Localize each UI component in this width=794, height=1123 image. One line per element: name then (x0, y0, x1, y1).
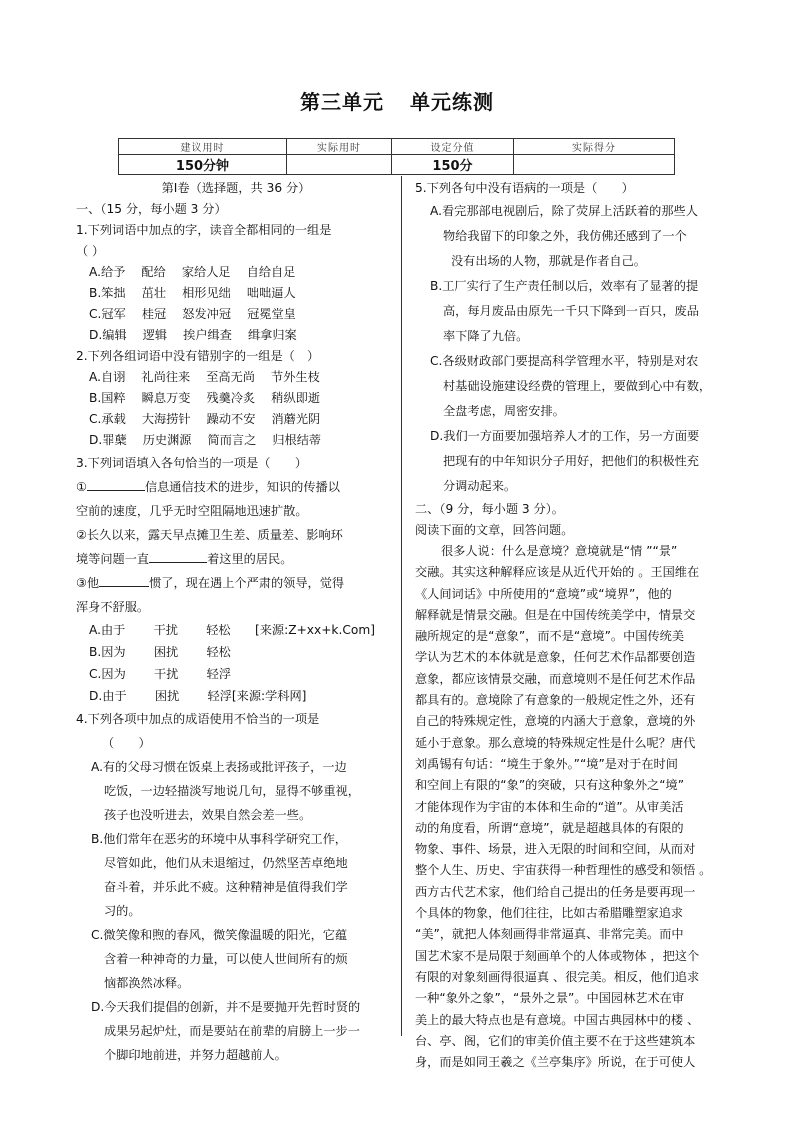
right-column (415, 178, 727, 1073)
passage-line: 才能体现作为宇宙的本体和生命的“道”。从审美活 (415, 799, 684, 814)
q3-blank-3[interactable] (99, 574, 149, 587)
q3-stem: 3.下列词语填入各句恰当的一项是（ ） (76, 456, 308, 470)
header-actual-score: 实际得分 (514, 139, 675, 155)
passage-line: 物象、事件、场景，进入无限的时间和空间，从而对 (415, 842, 696, 857)
q2-option-d[interactable]: D.罪蘖 历史渊源 简而言之 归根结蒂 (89, 433, 322, 447)
q3-sentence-1-cont: 空前的速度，几乎无时空阻隔地迅速扩散。 (76, 504, 308, 518)
passage-line: 和空间上有限的“象”的突破，只有这种象外之“境” (415, 778, 685, 793)
q5-option-c[interactable]: C.各级财政部门要提高科学管理水平，特别是对农 村基础设施建设经费的管理上，要做到心中有数， 全盘考虑，周密安排。 (430, 354, 712, 418)
passage-line: 一种“象外之象”，“景外之景”。中国园林艺术在审 (415, 991, 685, 1006)
header-set-score: 设定分值 (392, 139, 514, 155)
q4-option-d[interactable]: D.今天我们提倡的创新，并不是要抛开先哲时贤的 成果另起炉灶，而是要站在前辈的肩膀上一步一 个脚印地前进，并努力超越前人。 (91, 1000, 361, 1062)
passage-line: 自己的特殊规定性，意境的内涵大于意象，意境的外 (415, 714, 696, 729)
q5-option-d[interactable]: D.我们一方面要加强培养人才的工作，另一方面要 把现有的中年知识分子用好，把他们的积极性充 分调动起来。 (430, 429, 700, 493)
q2-option-b[interactable]: B.国粹 瞬息万变 残羹冷炙 稍纵即逝 (89, 391, 321, 405)
header-actual-time: 实际用时 (287, 139, 392, 155)
reading-passage (415, 541, 727, 1073)
q1-stem: 1.下列词语中加点的字，读音全都相同的一组是 (76, 223, 332, 237)
value-set-score: 150分 (392, 155, 514, 175)
q1-option-a[interactable]: A.给予 配给 家给人足 自给自足 (89, 265, 296, 279)
passage-line: 动的角度看，所谓“意境”，就是超越具体的有限的 (415, 820, 684, 835)
q3-blank-1[interactable] (87, 478, 145, 491)
page-title (0, 86, 794, 115)
q4-stem: 4.下列各项中加点的成语使用不恰当的一项是 (76, 712, 320, 726)
question-3 (76, 451, 396, 707)
q3-option-d[interactable]: D.由于 困扰 轻浮[来源:学科网] (89, 689, 307, 703)
q4-option-c[interactable]: C.微笑像和煦的春风，微笑像温暖的阳光，它蕴 含着一种神奇的力量，可以使人世间所有的烦 恼都涣然冰释。 (91, 928, 348, 990)
title-unit: 第三单元 (300, 90, 384, 114)
q5-stem: 5.下列各句中没有语病的一项是（ ） (415, 181, 634, 195)
q1-option-d[interactable]: D.编辑 逻辑 挨户缉查 缉拿归案 (89, 328, 297, 342)
passage-line: 有限的对象刻画得很逼真 、很完美。相反，他们追求 (415, 969, 700, 984)
passage-line: 意象，都应该情景交融，而意境则不是任何艺术作品 (415, 671, 696, 686)
q3-sentence-2-cont: 境等问题一直 着这里的居民。 (76, 552, 293, 566)
passage-line: “美”，就把人体刻画得非常逼真、非常完美。而中 (415, 927, 684, 942)
value-actual-time[interactable] (287, 155, 392, 175)
q1-paren: （ ） (76, 244, 105, 258)
question-2 (76, 346, 396, 451)
passage-line: 美上的最大特点也是有意境。中国古典园林中的楼 、 (415, 1012, 700, 1027)
column-divider (401, 176, 402, 1036)
reading-intro: 阅读下面的文章，回答问题。 (415, 523, 574, 537)
passage-line: 解释就是情景交融。但是在中国传统美学中，情景交 (415, 607, 696, 622)
q5-option-b[interactable]: B.工厂实行了生产责任制以后，效率有了显著的提 高，每月废品由原先一千只下降到一百只，废品 率下降了九倍。 (430, 279, 699, 343)
q3-sentence-3: ③他 惯了，现在遇上个严肃的领导，觉得 (76, 576, 345, 590)
q3-sentence-2: ②长久以来，露天早点摊卫生差、质量差、影响环 (76, 528, 343, 542)
passage-line: 整个人生、历史、宇宙获得一种哲理性的感受和领悟 。 (415, 863, 712, 878)
title-test: 单元练测 (410, 90, 494, 114)
q3-option-b[interactable]: B.因为 困扰 轻松 (89, 645, 231, 659)
passage-line: 《人间词话》中所使用的“意境”或“境界”，他的 (415, 586, 672, 601)
passage-line: 刘禹锡有句话：“境生于象外。”“境”是对于在时间 (415, 756, 678, 771)
passage-line: 学认为艺术的本体就是意象，任何艺术作品都要创造 (415, 650, 696, 665)
header-suggested-time: 建议用时 (119, 139, 287, 155)
left-column (76, 178, 396, 1067)
part1-header: 一、（15 分，每小题 3 分） (76, 202, 227, 216)
part2-header: 二、（9 分，每小题 3 分）。 (415, 502, 564, 516)
q1-option-b[interactable]: B.笨拙 茁壮 相形见绌 咄咄逼人 (89, 286, 296, 300)
passage-line: 延小于意象。那么意境的特殊规定性是什么呢？唐代 (415, 735, 696, 750)
q2-stem: 2.下列各组词语中没有错别字的一组是（ ） (76, 349, 320, 363)
value-suggested-time: 150分钟 (119, 155, 287, 175)
q5-option-a[interactable]: A.看完那部电视剧后，除了荧屏上活跃着的那些人 物给我留下的印象之外，我仿佛还感到了一个 没有出场的人物，那就是作者自己。 (430, 204, 698, 268)
q4-option-a[interactable]: A.有的父母习惯在饭桌上表扬或批评孩子，一边 吃饭，一边轻描淡写地说几句，显得不够重视， 孩子也没听进去，效果自然会差一些。 (91, 760, 360, 822)
question-1 (76, 220, 396, 346)
question-5 (415, 178, 727, 499)
passage-line: 国艺术家不是局限于刻画单个的人体或物体 ，把这个 (415, 948, 700, 963)
value-actual-score[interactable] (514, 155, 675, 175)
q2-option-a[interactable]: A.自诩 礼尚往来 至高无尚 节外生枝 (89, 370, 320, 384)
q3-sentence-1: ① 信息通信技术的进步，知识的传播以 (76, 480, 340, 494)
passage-line: 台、亭、阁，它们的审美价值主要不在于这些建筑本 (415, 1033, 696, 1048)
time-score-table (118, 138, 675, 175)
q3-option-a[interactable]: A.由于 干扰 轻松 [来源:Z+xx+k.Com] (89, 623, 375, 637)
passage-line: 很多人说：什么是意境？意境就是“情 ”“景” (441, 544, 678, 558)
q3-sentence-3-cont: 浑身不舒服。 (76, 600, 150, 614)
q4-option-b[interactable]: B.他们常年在恶劣的环境中从事科学研究工作， 尽管如此，他们从未退缩过，仍然坚苦卓绝地 奋斗着，并乐此不疲。这种精神是值得我们学 习的。 (91, 832, 348, 918)
section-title: 第Ⅰ卷（选择题，共 36 分） (161, 181, 311, 195)
q1-option-c[interactable]: C.冠军 桂冠 怒发冲冠 冠冕堂皇 (89, 307, 296, 321)
q2-option-c[interactable]: C.承载 大海捞针 躁动不安 消蘑光阴 (89, 412, 321, 426)
passage-line: 都具有的。意境除了有意象的一般规定性之外，还有 (415, 693, 696, 708)
passage-line: 个具体的物象，他们往往，比如古希腊雕塑家追求 (415, 906, 684, 921)
q3-blank-2[interactable] (149, 550, 207, 563)
passage-line: 西方古代艺术家，他们给自己提出的任务是要再现一 (415, 884, 696, 899)
q4-paren: （ ） (102, 736, 151, 750)
passage-line: 融所规定的是“意象”，而不是“意境”。中国传统美 (415, 629, 685, 644)
passage-line: 交融。其实这种解释应该是从近代开始的 。王国维在 (415, 565, 700, 580)
q3-option-c[interactable]: C.因为 干扰 轻浮 (89, 667, 232, 681)
question-4 (76, 707, 396, 1067)
passage-line: 身，而是如同王羲之《兰亭集序》所说，在于可使人 (415, 1055, 696, 1070)
